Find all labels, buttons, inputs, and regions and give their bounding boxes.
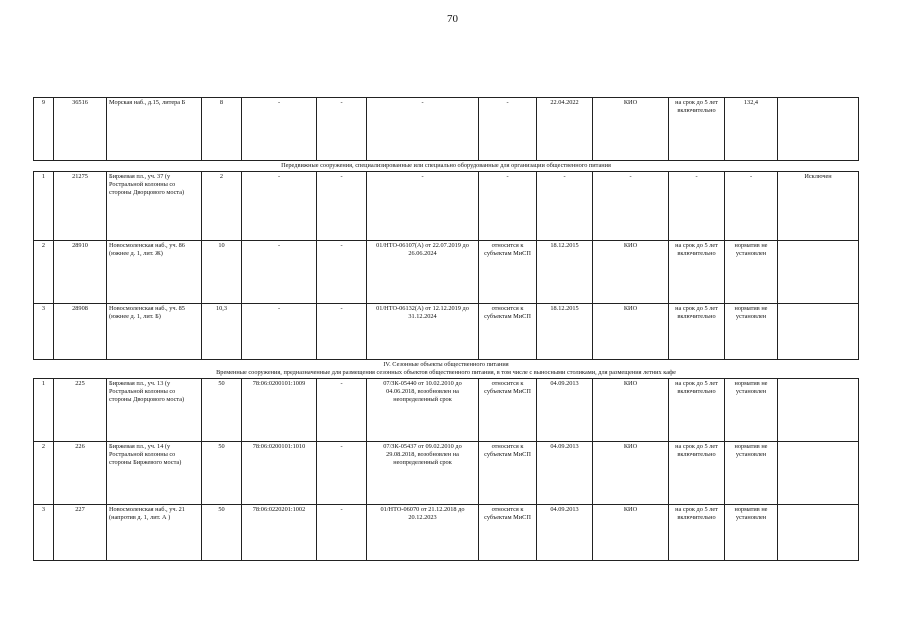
cell-cadastral-number: 78:06:0200101:1009 xyxy=(242,379,317,442)
cell-extra: - xyxy=(317,442,367,505)
cell-cadastral-number: - xyxy=(242,241,317,304)
cell-area: 10,3 xyxy=(202,304,242,360)
cell-cadastral-number: - xyxy=(242,304,317,360)
section-header-row xyxy=(34,161,859,172)
cell-object-id: 28910 xyxy=(54,241,107,304)
cell-extra: - xyxy=(317,505,367,561)
register-table-body xyxy=(34,98,859,561)
page-number: 70 xyxy=(447,13,458,25)
cell-address: Новосмоленская наб., уч. 86 (южнее д. 1, лит. Ж) xyxy=(107,241,202,304)
cell-contract: 01/НТО-06132(А) от 12.12.2019 до 31.12.2024 xyxy=(367,304,479,360)
section-title-line: Передвижные сооружения, специализированные или специально оборудованные для организации общественного питания xyxy=(281,162,611,169)
table-row xyxy=(34,442,859,505)
cell-authority: КИО xyxy=(593,505,669,561)
cell-placement-term: на срок до 5 лет включительно xyxy=(669,304,725,360)
cell-norm: норматив не установлен xyxy=(725,241,778,304)
cell-area: 10 xyxy=(202,241,242,304)
cell-extra: - xyxy=(317,241,367,304)
cell-cadastral-number: 78:06:0220201:1002 xyxy=(242,505,317,561)
cell-smb-status: относится к субъектам МиСП xyxy=(479,241,537,304)
cell-contract: 07/ЗК-05440 от 10.02.2010 до 04.06.2018, возобновлен на неопределенный срок xyxy=(367,379,479,442)
cell-inclusion-date: 18.12.2015 xyxy=(537,241,593,304)
cell-inclusion-date: 04.09.2013 xyxy=(537,379,593,442)
cell-inclusion-date: - xyxy=(537,172,593,241)
cell-row-number: 2 xyxy=(34,241,54,304)
cell-row-number: 2 xyxy=(34,442,54,505)
cell-contract: - xyxy=(367,172,479,241)
cell-extra: - xyxy=(317,304,367,360)
cell-row-number: 9 xyxy=(34,98,54,161)
cell-area: 50 xyxy=(202,379,242,442)
cell-address: Биржевая пл., уч. 14 (у Ростральной колонны со стороны Биржевого моста) xyxy=(107,442,202,505)
cell-address: Новосмоленская наб., уч. 21 (напротив д. 1, лит. А ) xyxy=(107,505,202,561)
table-row xyxy=(34,505,859,561)
cell-row-number: 3 xyxy=(34,304,54,360)
cell-contract: 01/НТО-06070 от 21.12.2018 до 20.12.2023 xyxy=(367,505,479,561)
cell-area: 50 xyxy=(202,442,242,505)
cell-note xyxy=(778,379,859,442)
cell-extra: - xyxy=(317,98,367,161)
section-title xyxy=(34,161,859,172)
cell-note xyxy=(778,98,859,161)
cell-norm: - xyxy=(725,172,778,241)
cell-authority: КИО xyxy=(593,98,669,161)
cell-cadastral-number: 78:06:0200101:1010 xyxy=(242,442,317,505)
cell-contract: 01/НТО-06107(А) от 22.07.2019 до 26.06.2024 xyxy=(367,241,479,304)
cell-contract: 07/ЗК-05437 от 09.02.2010 до 29.08.2018, возобновлен на неопределенный срок xyxy=(367,442,479,505)
cell-note xyxy=(778,442,859,505)
cell-placement-term: на срок до 5 лет включительно xyxy=(669,505,725,561)
cell-row-number: 3 xyxy=(34,505,54,561)
cell-smb-status: относится к субъектам МиСП xyxy=(479,505,537,561)
cell-cadastral-number: - xyxy=(242,98,317,161)
cell-address: Биржевая пл., уч. 37 (у Ростральной колонны со стороны Дворцового моста) xyxy=(107,172,202,241)
cell-placement-term: - xyxy=(669,172,725,241)
cell-placement-term: на срок до 5 лет включительно xyxy=(669,379,725,442)
cell-address: Морская наб., д.15, литера Б xyxy=(107,98,202,161)
cell-inclusion-date: 04.09.2013 xyxy=(537,505,593,561)
cell-extra: - xyxy=(317,379,367,442)
cell-note: Исключен xyxy=(778,172,859,241)
cell-extra: - xyxy=(317,172,367,241)
register-table xyxy=(33,97,859,561)
cell-authority: КИО xyxy=(593,304,669,360)
cell-inclusion-date: 18.12.2015 xyxy=(537,304,593,360)
cell-note xyxy=(778,304,859,360)
cell-smb-status: относится к субъектам МиСП xyxy=(479,442,537,505)
table-row xyxy=(34,304,859,360)
cell-cadastral-number: - xyxy=(242,172,317,241)
section-title xyxy=(34,360,859,379)
table-row xyxy=(34,241,859,304)
cell-row-number: 1 xyxy=(34,379,54,442)
cell-note xyxy=(778,241,859,304)
cell-inclusion-date: 04.09.2013 xyxy=(537,442,593,505)
cell-authority: КИО xyxy=(593,241,669,304)
cell-area: 8 xyxy=(202,98,242,161)
cell-address: Новосмоленская наб., уч. 85 (южнее д. 1, лит. Б) xyxy=(107,304,202,360)
table-row xyxy=(34,379,859,442)
cell-address: Биржевая пл., уч. 13 (у Ростральной колонны со стороны Дворцового моста) xyxy=(107,379,202,442)
cell-placement-term: на срок до 5 лет включительно xyxy=(669,241,725,304)
cell-smb-status: - xyxy=(479,172,537,241)
section-title-line: IV. Сезонные объекты общественного питания xyxy=(383,361,509,368)
cell-note xyxy=(778,505,859,561)
cell-smb-status: относится к субъектам МиСП xyxy=(479,379,537,442)
cell-object-id: 28908 xyxy=(54,304,107,360)
cell-row-number: 1 xyxy=(34,172,54,241)
cell-inclusion-date: 22.04.2022 xyxy=(537,98,593,161)
cell-object-id: 21275 xyxy=(54,172,107,241)
cell-norm: норматив не установлен xyxy=(725,442,778,505)
cell-smb-status: относится к субъектам МиСП xyxy=(479,304,537,360)
cell-norm: 132,4 xyxy=(725,98,778,161)
cell-object-id: 227 xyxy=(54,505,107,561)
section-title-line: Временные сооружения, предназначенные для размещения сезонных объектов общественного питания, в том числе с выносными столиками, для размещения летних кафе xyxy=(216,369,676,376)
cell-authority: КИО xyxy=(593,442,669,505)
cell-object-id: 36516 xyxy=(54,98,107,161)
table-row xyxy=(34,172,859,241)
cell-area: 2 xyxy=(202,172,242,241)
table-row xyxy=(34,98,859,161)
cell-contract: - xyxy=(367,98,479,161)
cell-norm: норматив не установлен xyxy=(725,505,778,561)
section-header-row xyxy=(34,360,859,379)
cell-smb-status: - xyxy=(479,98,537,161)
cell-norm: норматив не установлен xyxy=(725,379,778,442)
cell-placement-term: на срок до 5 лет включительно xyxy=(669,98,725,161)
cell-placement-term: на срок до 5 лет включительно xyxy=(669,442,725,505)
cell-authority: КИО xyxy=(593,379,669,442)
cell-area: 50 xyxy=(202,505,242,561)
cell-norm: норматив не установлен xyxy=(725,304,778,360)
cell-object-id: 225 xyxy=(54,379,107,442)
cell-object-id: 226 xyxy=(54,442,107,505)
cell-authority: - xyxy=(593,172,669,241)
